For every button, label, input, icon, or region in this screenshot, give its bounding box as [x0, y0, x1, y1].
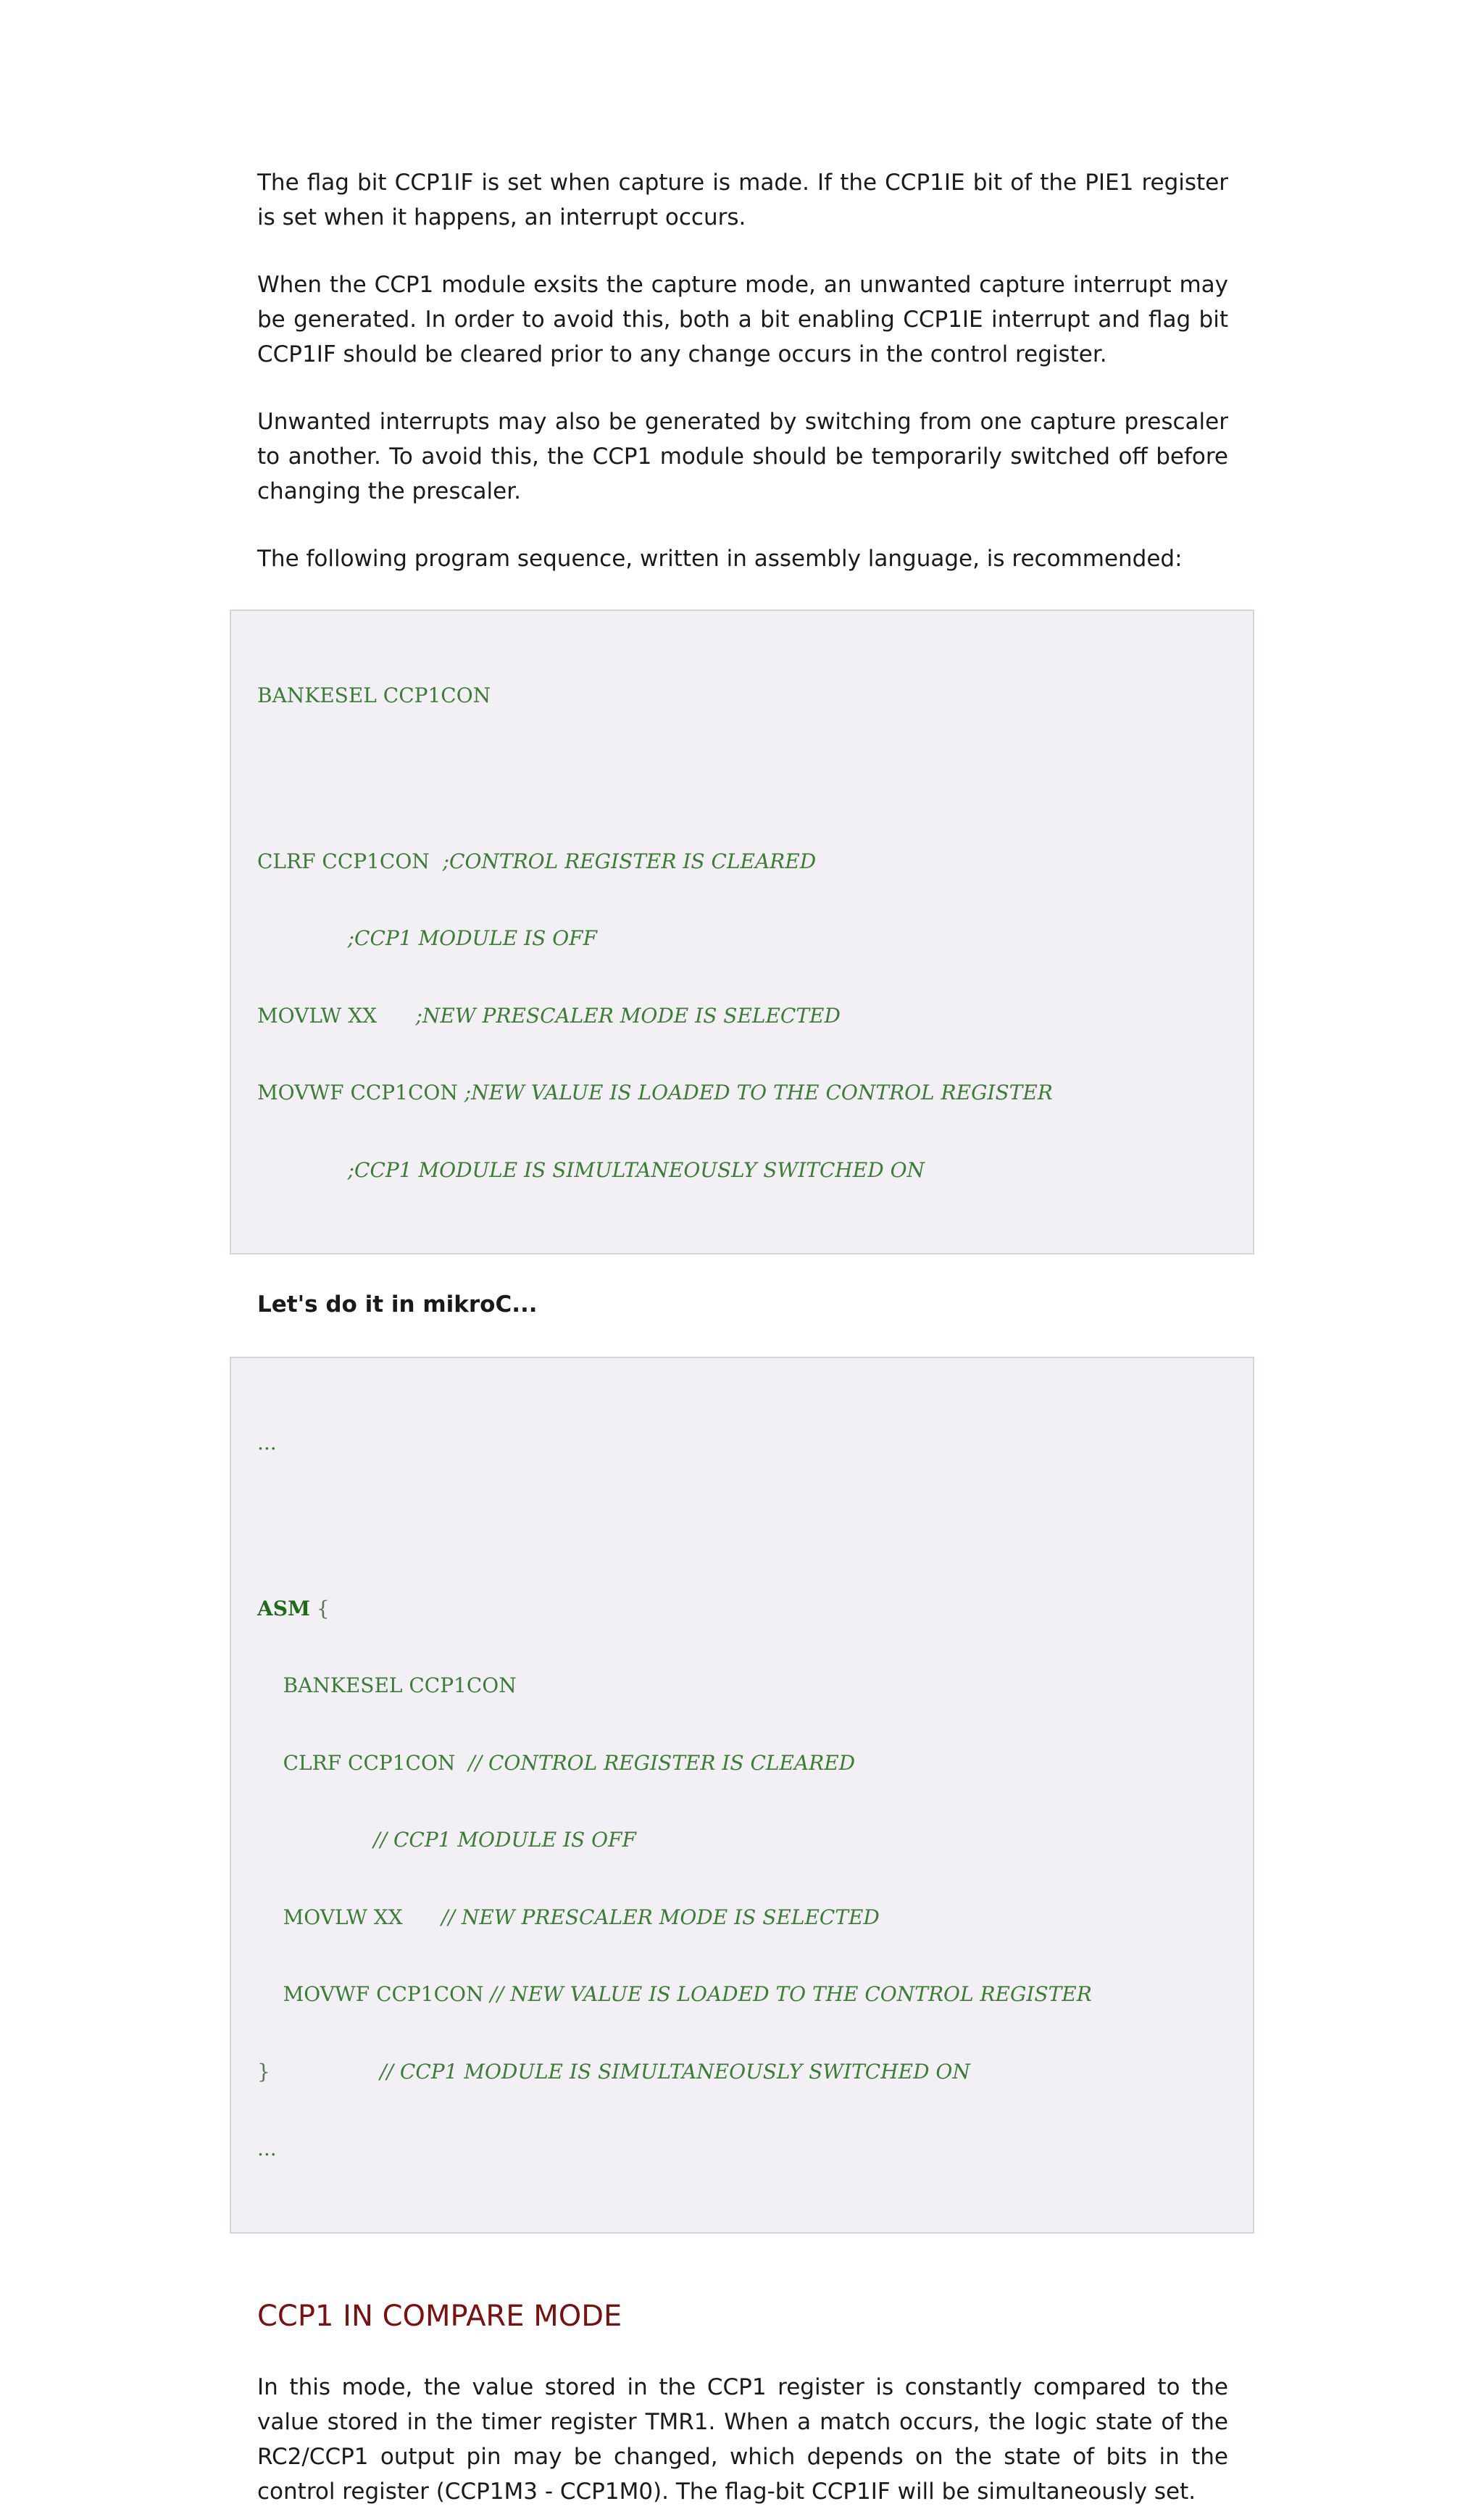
paragraph-unwanted-interrupt: When the CCP1 module exsits the capture mode, an unwanted capture interrupt may be generated. In order to avoid this, both a bit enabling CCP1IE interrupt and flag bit CCP1IF should be cleared prior to any change occurs in the control register. — [257, 272, 1228, 367]
code-line — [257, 925, 1227, 952]
code-line — [257, 1827, 1227, 1853]
code-comment: ;CCP1 MODULE IS SIMULTANEOUSLY SWITCHED ON — [347, 1157, 925, 1182]
paragraph-prescaler-switch: Unwanted interrupts may also be generated by switching from one capture prescaler to another. To avoid this, the CCP1 module should be temporarily switched off before changing the prescaler. — [257, 409, 1228, 504]
code-comment: ;NEW VALUE IS LOADED TO THE CONTROL REGISTER — [464, 1081, 1053, 1104]
code-text: MOVLW XX — [257, 1003, 416, 1028]
code-line — [257, 1596, 1227, 1622]
code-line — [257, 683, 1227, 709]
paragraph-capture-flag: The flag bit CCP1IF is set when capture is made. If the CCP1IE bit of the PIE1 register is set when it happens, an interrupt occurs. — [257, 170, 1228, 230]
code-keyword: ASM — [257, 1596, 310, 1620]
code-text: CLRF CCP1CON — [257, 1750, 469, 1775]
code-line — [257, 1157, 1227, 1183]
document-page — [257, 165, 1228, 2509]
code-line — [257, 1905, 1227, 1931]
asm-code-block — [230, 609, 1254, 1254]
code-text: MOVWF CCP1CON — [257, 1081, 464, 1104]
code-text: MOVLW XX — [257, 1905, 442, 1929]
code-line — [257, 1080, 1227, 1106]
code-text: ... — [257, 1431, 277, 1455]
code-line — [257, 2059, 1227, 2085]
code-text: BANKESEL CCP1CON — [257, 1673, 517, 1697]
code-text — [257, 1828, 373, 1852]
code-comment: ;CONTROL REGISTER IS CLEARED — [442, 849, 817, 873]
code-blank-line — [257, 1507, 1227, 1544]
code-text: ... — [257, 2136, 277, 2160]
code-line — [257, 1003, 1227, 1029]
code-line — [257, 1430, 1227, 1456]
code-comment: ;CCP1 MODULE IS OFF — [347, 926, 598, 950]
code-text — [257, 926, 348, 950]
code-text: { — [309, 1596, 330, 1620]
code-text: BANKESEL CCP1CON — [257, 683, 491, 707]
code-text — [257, 1158, 348, 1182]
paragraph-compare-mode: In this mode, the value stored in the CCP1 register is constantly compared to the value stored in the timer register TMR1. When a match occurs, the logic state of the RC2/CCP1 output pin may be changed, which depends on the state of bits in the control register (CCP1M3 - CCP1M0). The flag-bit CCP1IF will be simultaneously set. — [257, 2373, 1228, 2505]
code-comment: // CCP1 MODULE IS SIMULTANEOUSLY SWITCHED ON — [380, 2059, 970, 2084]
mikroc-code-block — [230, 1357, 1254, 2234]
code-line — [257, 849, 1227, 875]
code-blank-line — [257, 760, 1227, 797]
code-comment: // NEW VALUE IS LOADED TO THE CONTROL REGISTER — [490, 1982, 1092, 2006]
code-comment: // CONTROL REGISTER IS CLEARED — [468, 1750, 856, 1775]
code-comment: // CCP1 MODULE IS OFF — [373, 1828, 636, 1852]
code-comment: // NEW PRESCALER MODE IS SELECTED — [441, 1905, 880, 1929]
paragraph-program-intro: The following program sequence, written in assembly language, is recommended: — [257, 546, 1183, 572]
code-line — [257, 1750, 1227, 1776]
code-text: } — [257, 2059, 380, 2084]
code-line — [257, 1673, 1227, 1699]
subheading-mikroc: Let's do it in mikroC... — [257, 1291, 538, 1318]
code-text: CLRF CCP1CON — [257, 849, 443, 873]
code-line — [257, 1981, 1227, 2007]
section-title: CCP1 IN COMPARE MODE — [257, 2299, 622, 2333]
code-comment: ;NEW PRESCALER MODE IS SELECTED — [415, 1003, 841, 1028]
code-line — [257, 2136, 1227, 2162]
code-text: MOVWF CCP1CON — [257, 1982, 491, 2006]
